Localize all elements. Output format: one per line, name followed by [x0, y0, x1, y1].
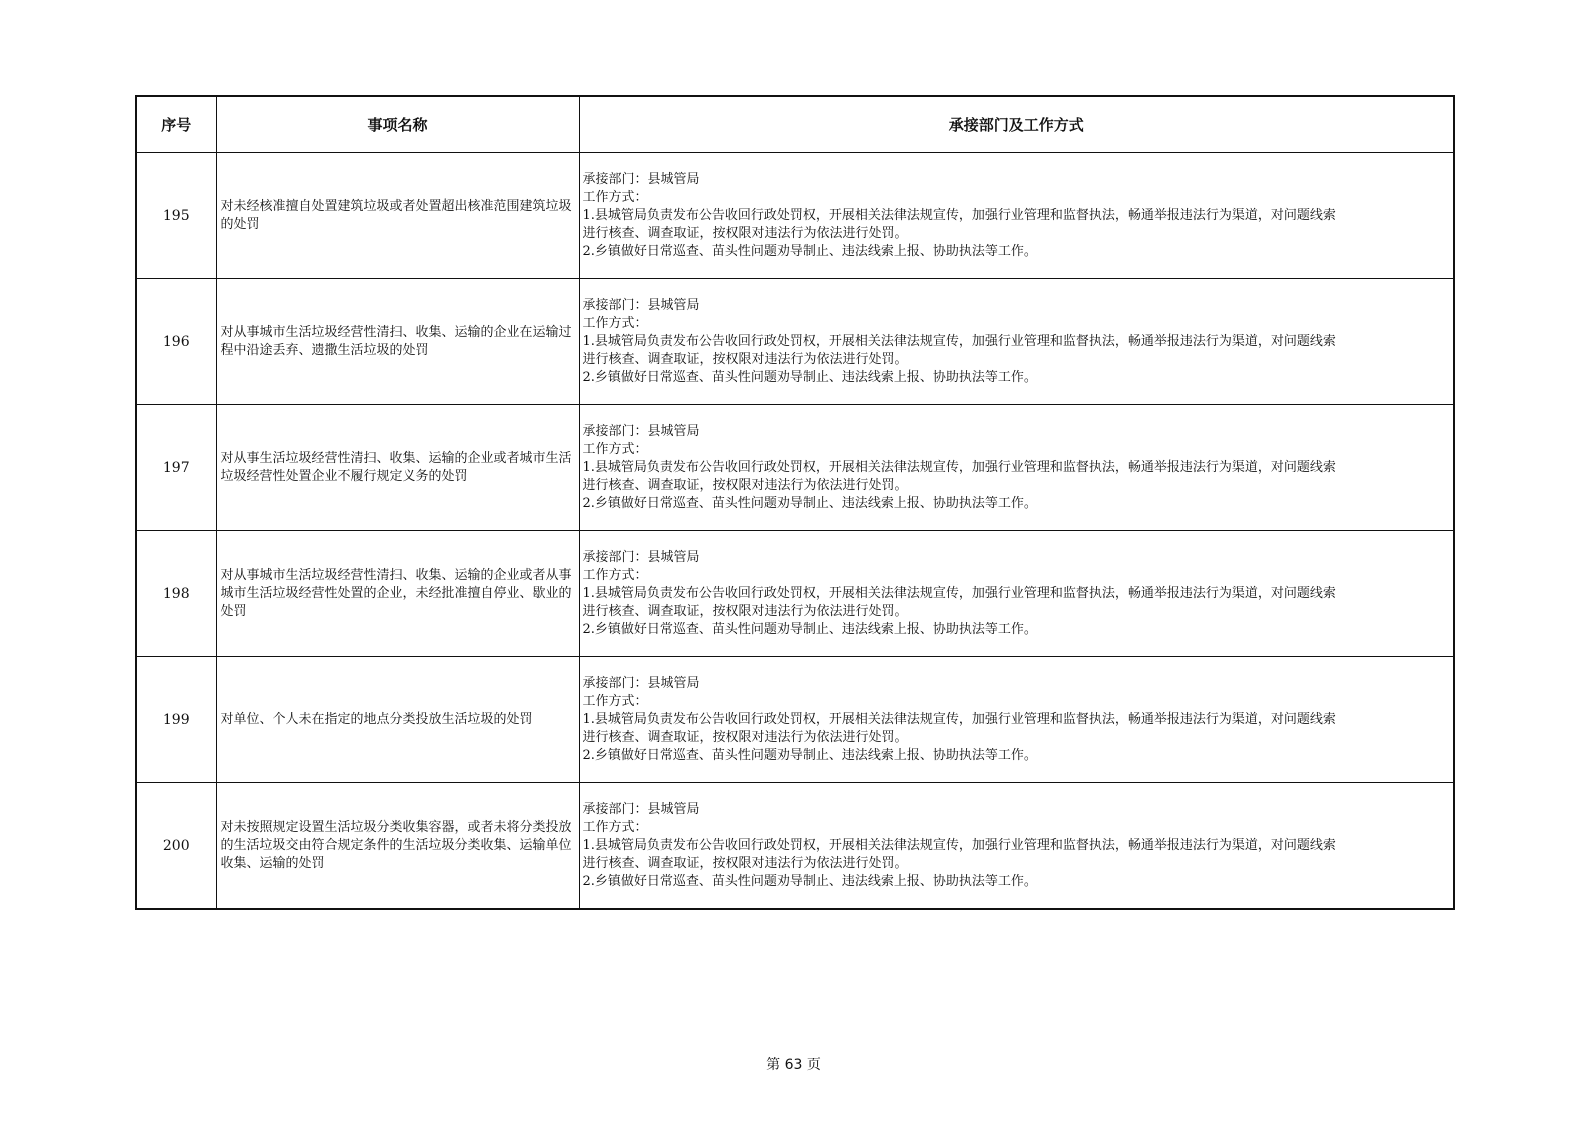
row-dept-method — [579, 657, 1454, 783]
row-item-name: 对未按照规定设置生活垃圾分类收集容器，或者未将分类投放的生活垃圾交由符合规定条件的生活垃圾分类收集、运输单位收集、运输的处罚 — [216, 783, 579, 910]
dept-line: 承接部门：县城管局 — [582, 423, 700, 439]
header-dept-method: 承接部门及工作方式 — [579, 96, 1454, 153]
row-number: 200 — [136, 783, 216, 910]
table-row — [136, 405, 1454, 531]
method-item-1b: 进行核查、调查取证，按权限对违法行为依法进行处罚。 — [582, 477, 908, 493]
method-item-1a: 1.县城管局负责发布公告收回行政处罚权，开展相关法律法规宣传，加强行业管理和监督执法，畅通举报违法行为渠道，对问题线索 — [582, 837, 1336, 853]
method-item-2: 2.乡镇做好日常巡查、苗头性问题劝导制止、违法线索上报、协助执法等工作。 — [582, 873, 1037, 889]
method-title: 工作方式： — [582, 567, 648, 583]
method-item-1a: 1.县城管局负责发布公告收回行政处罚权，开展相关法律法规宣传，加强行业管理和监督执法，畅通举报违法行为渠道，对问题线索 — [582, 333, 1336, 349]
table-row — [136, 153, 1454, 279]
method-item-1b: 进行核查、调查取证，按权限对违法行为依法进行处罚。 — [582, 603, 908, 619]
row-number: 197 — [136, 405, 216, 531]
dept-line: 承接部门：县城管局 — [582, 297, 700, 313]
method-item-2: 2.乡镇做好日常巡查、苗头性问题劝导制止、违法线索上报、协助执法等工作。 — [582, 495, 1037, 511]
row-item-name: 对从事生活垃圾经营性清扫、收集、运输的企业或者城市生活垃圾经营性处置企业不履行规定义务的处罚 — [216, 405, 579, 531]
item-table — [135, 95, 1455, 910]
method-item-2: 2.乡镇做好日常巡查、苗头性问题劝导制止、违法线索上报、协助执法等工作。 — [582, 747, 1037, 763]
method-item-2: 2.乡镇做好日常巡查、苗头性问题劝导制止、违法线索上报、协助执法等工作。 — [582, 621, 1037, 637]
row-item-name: 对从事城市生活垃圾经营性清扫、收集、运输的企业或者从事城市生活垃圾经营性处置的企业，未经批准擅自停业、歇业的处罚 — [216, 531, 579, 657]
method-title: 工作方式： — [582, 441, 648, 457]
method-item-2: 2.乡镇做好日常巡查、苗头性问题劝导制止、违法线索上报、协助执法等工作。 — [582, 243, 1037, 259]
dept-line: 承接部门：县城管局 — [582, 171, 700, 187]
method-title: 工作方式： — [582, 315, 648, 331]
row-dept-method — [579, 531, 1454, 657]
row-dept-method — [579, 279, 1454, 405]
table-header-row — [136, 96, 1454, 153]
header-item-name: 事项名称 — [216, 96, 579, 153]
method-item-1a: 1.县城管局负责发布公告收回行政处罚权，开展相关法律法规宣传，加强行业管理和监督执法，畅通举报违法行为渠道，对问题线索 — [582, 711, 1336, 727]
method-item-1a: 1.县城管局负责发布公告收回行政处罚权，开展相关法律法规宣传，加强行业管理和监督执法，畅通举报违法行为渠道，对问题线索 — [582, 207, 1336, 223]
dept-line: 承接部门：县城管局 — [582, 801, 700, 817]
row-number: 198 — [136, 531, 216, 657]
dept-line: 承接部门：县城管局 — [582, 675, 700, 691]
row-dept-method — [579, 783, 1454, 910]
method-item-1b: 进行核查、调查取证，按权限对违法行为依法进行处罚。 — [582, 225, 908, 241]
row-number: 195 — [136, 153, 216, 279]
method-item-2: 2.乡镇做好日常巡查、苗头性问题劝导制止、违法线索上报、协助执法等工作。 — [582, 369, 1037, 385]
row-number: 199 — [136, 657, 216, 783]
method-item-1b: 进行核查、调查取证，按权限对违法行为依法进行处罚。 — [582, 729, 908, 745]
row-item-name: 对未经核准擅自处置建筑垃圾或者处置超出核准范围建筑垃圾的处罚 — [216, 153, 579, 279]
row-item-name: 对单位、个人未在指定的地点分类投放生活垃圾的处罚 — [216, 657, 579, 783]
row-dept-method — [579, 405, 1454, 531]
method-item-1a: 1.县城管局负责发布公告收回行政处罚权，开展相关法律法规宣传，加强行业管理和监督执法，畅通举报违法行为渠道，对问题线索 — [582, 459, 1336, 475]
table-row — [136, 783, 1454, 910]
table-row — [136, 657, 1454, 783]
method-title: 工作方式： — [582, 819, 648, 835]
dept-line: 承接部门：县城管局 — [582, 549, 700, 565]
row-dept-method — [579, 153, 1454, 279]
page-number: 第 63 页 — [766, 1057, 821, 1073]
method-title: 工作方式： — [582, 189, 648, 205]
row-item-name: 对从事城市生活垃圾经营性清扫、收集、运输的企业在运输过程中沿途丢弃、遗撒生活垃圾的处罚 — [216, 279, 579, 405]
table-row — [136, 279, 1454, 405]
method-item-1b: 进行核查、调查取证，按权限对违法行为依法进行处罚。 — [582, 855, 908, 871]
method-title: 工作方式： — [582, 693, 648, 709]
row-number: 196 — [136, 279, 216, 405]
table-row — [136, 531, 1454, 657]
method-item-1a: 1.县城管局负责发布公告收回行政处罚权，开展相关法律法规宣传，加强行业管理和监督执法，畅通举报违法行为渠道，对问题线索 — [582, 585, 1336, 601]
header-number: 序号 — [136, 96, 216, 153]
method-item-1b: 进行核查、调查取证，按权限对违法行为依法进行处罚。 — [582, 351, 908, 367]
